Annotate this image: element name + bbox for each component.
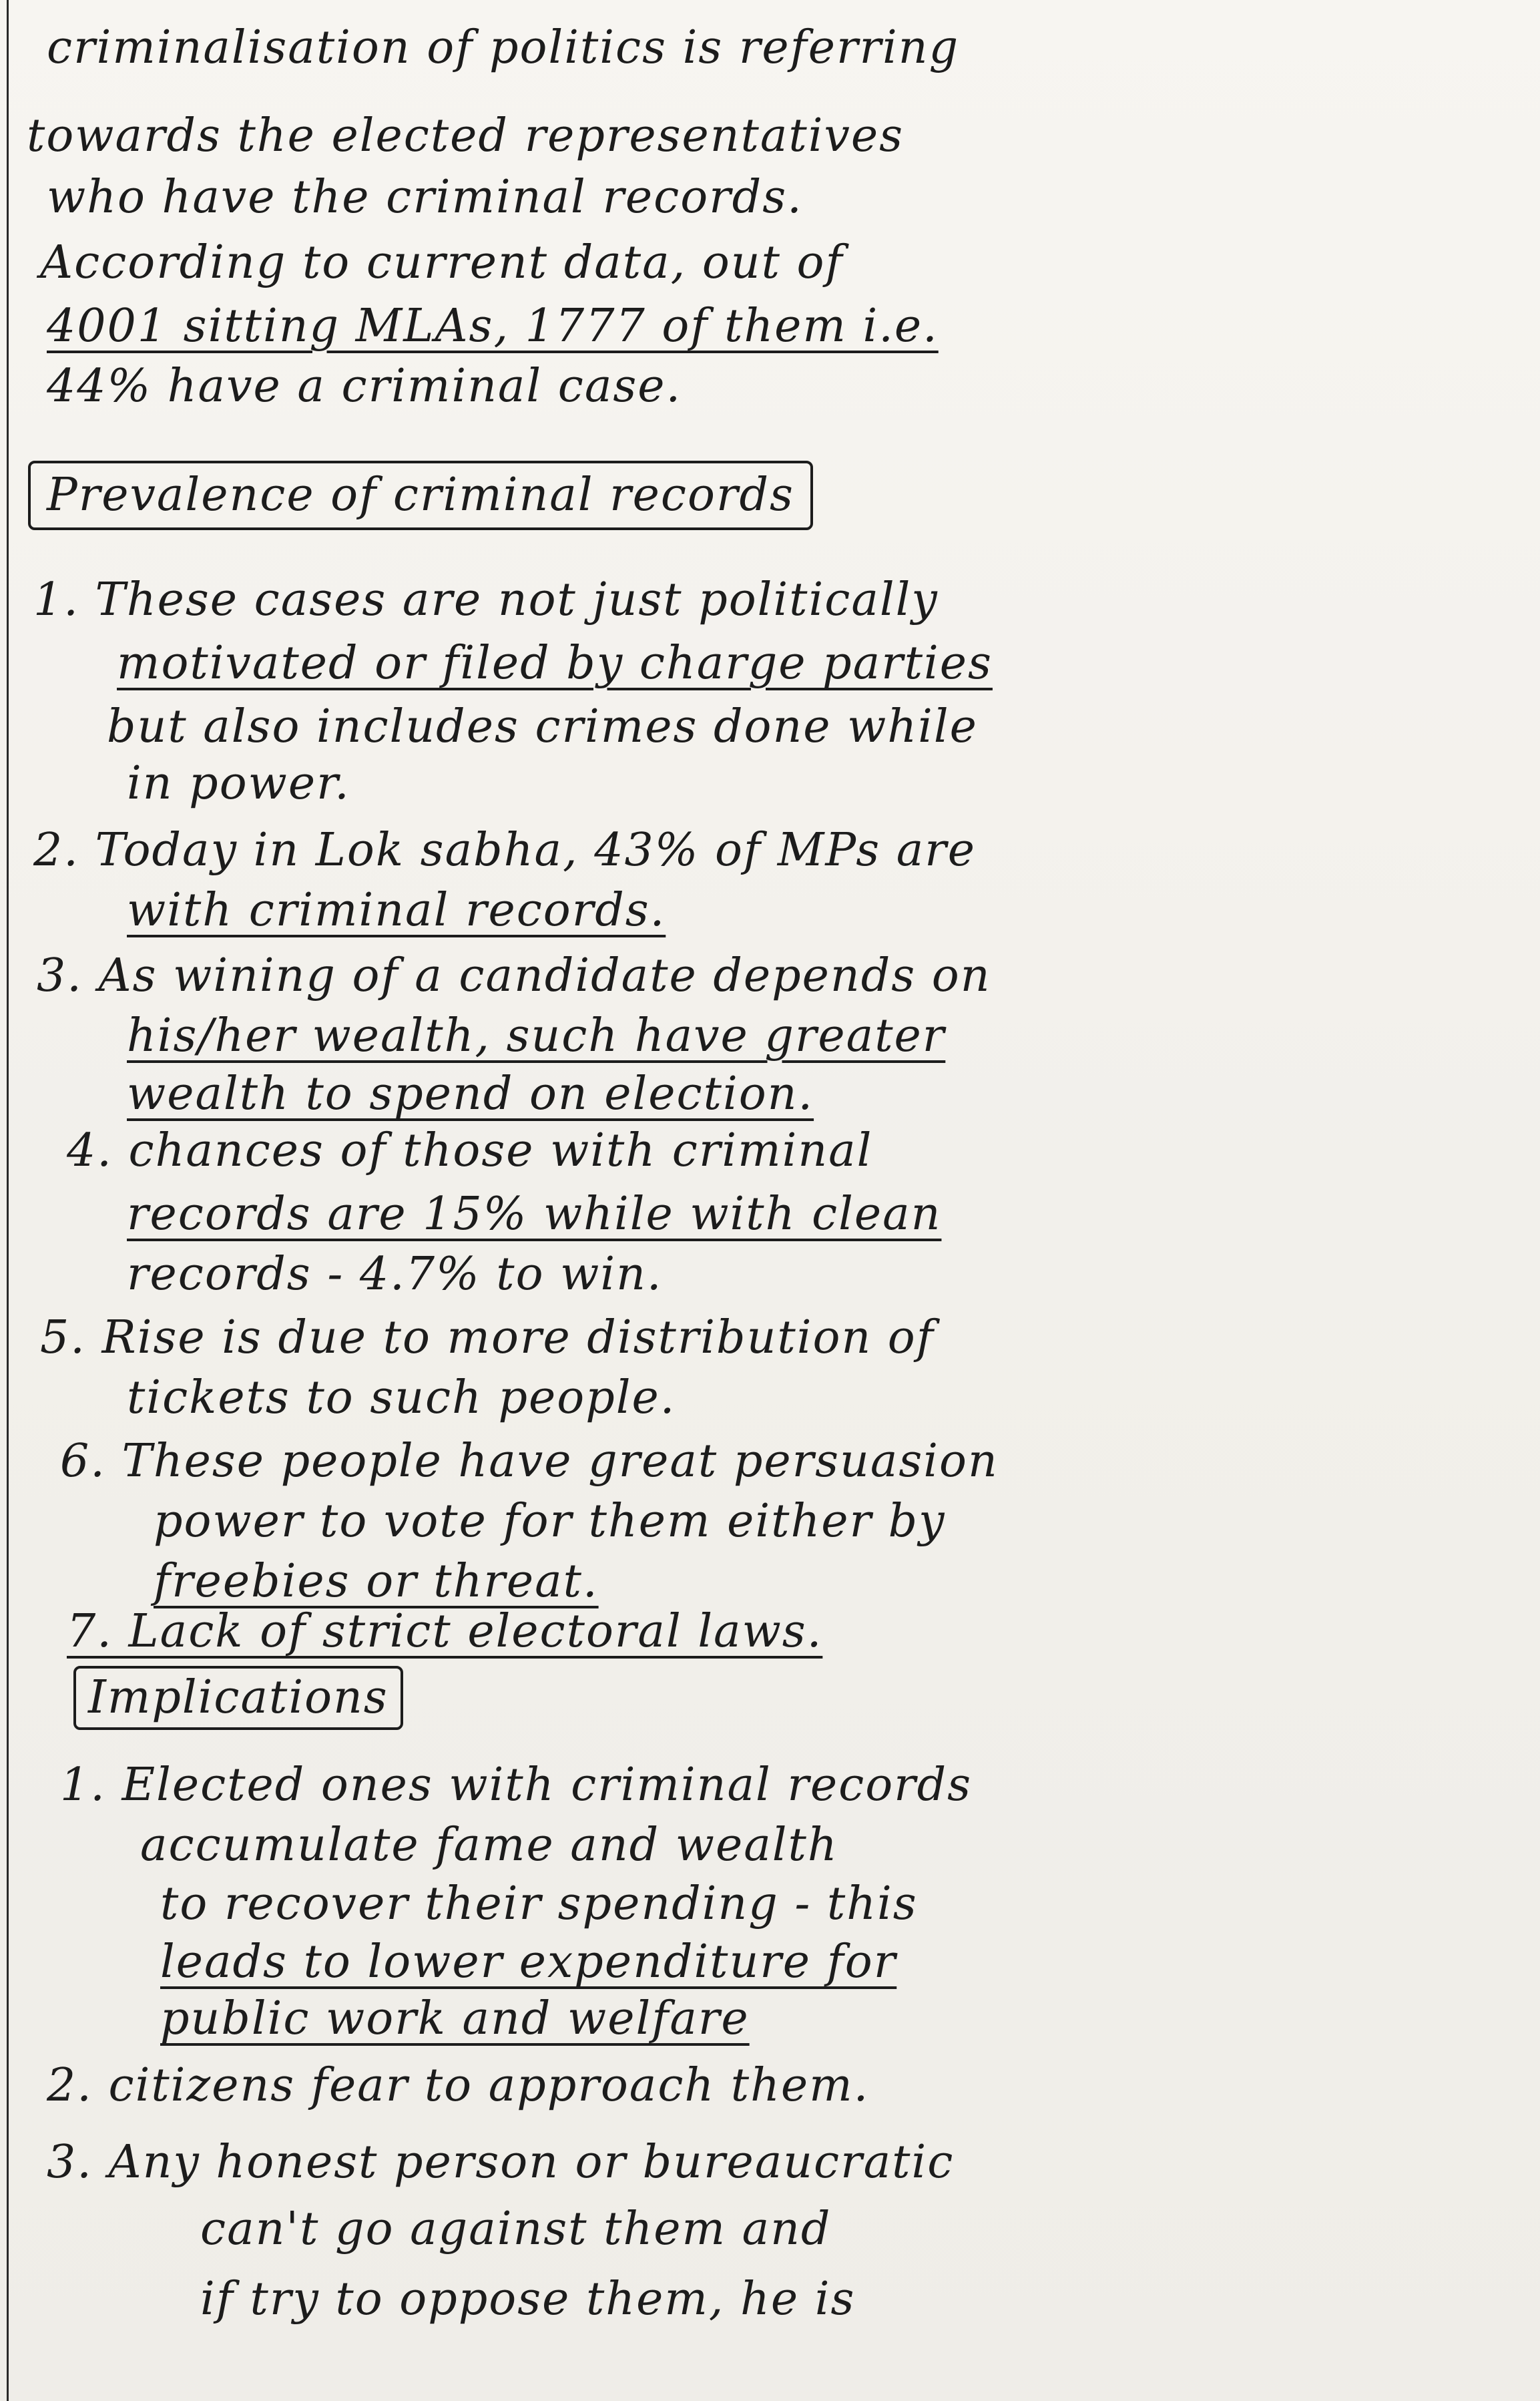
implications-line-4: leads to lower expenditure for <box>160 1936 897 1988</box>
implications-line-9: if try to oppose them, he is <box>200 2273 856 2326</box>
intro-line-3: who have the criminal records. <box>47 171 803 224</box>
prevalence-line-9: wealth to spend on election. <box>127 1068 814 1120</box>
prevalence-line-17: freebies or threat. <box>154 1555 599 1608</box>
intro-line-1: criminalisation of politics is referring <box>47 21 960 74</box>
intro-line-6: 44% have a criminal case. <box>47 360 682 413</box>
prevalence-line-2: motivated or filed by charge parties <box>117 637 993 690</box>
prevalence-line-15: 6. These people have great persuasion <box>60 1435 999 1488</box>
implications-heading: Implications <box>73 1666 403 1730</box>
prevalence-heading: Prevalence of criminal records <box>28 461 813 530</box>
implications-line-1: 1. Elected ones with criminal records <box>60 1759 973 1811</box>
implications-line-5: public work and welfare <box>160 1992 750 2045</box>
prevalence-line-6: with criminal records. <box>127 884 666 937</box>
margin-line <box>7 0 9 2401</box>
prevalence-line-1: 1. These cases are not just politically <box>33 574 939 626</box>
prevalence-line-5: 2. Today in Lok sabha, 43% of MPs are <box>33 824 977 877</box>
intro-line-5: 4001 sitting MLAs, 1777 of them i.e. <box>47 300 939 353</box>
prevalence-line-4: in power. <box>127 757 350 810</box>
intro-line-4: According to current data, out of <box>40 236 844 289</box>
prevalence-line-14: tickets to such people. <box>127 1371 676 1424</box>
prevalence-line-8: his/her wealth, such have greater <box>127 1010 946 1062</box>
intro-line-2: towards the elected representatives <box>27 110 905 162</box>
prevalence-line-3: but also includes crimes done while <box>107 700 978 753</box>
implications-line-7: 3. Any honest person or bureaucratic <box>47 2136 955 2189</box>
prevalence-line-16: power to vote for them either by <box>154 1495 946 1548</box>
prevalence-line-12: records - 4.7% to win. <box>127 1248 663 1301</box>
implications-line-6: 2. citizens fear to approach them. <box>47 2059 870 2112</box>
implications-line-8: can't go against them and <box>200 2203 832 2255</box>
prevalence-line-18: 7. Lack of strict electoral laws. <box>67 1605 823 1658</box>
implications-line-2: accumulate fame and wealth <box>140 1819 838 1872</box>
prevalence-line-7: 3. As wining of a candidate depends on <box>37 949 991 1002</box>
prevalence-line-10: 4. chances of those with criminal <box>67 1124 873 1177</box>
prevalence-line-13: 5. Rise is due to more distribution of <box>40 1311 935 1364</box>
implications-line-3: to recover their spending - this <box>160 1878 918 1930</box>
prevalence-line-11: records are 15% while with clean <box>127 1188 942 1241</box>
